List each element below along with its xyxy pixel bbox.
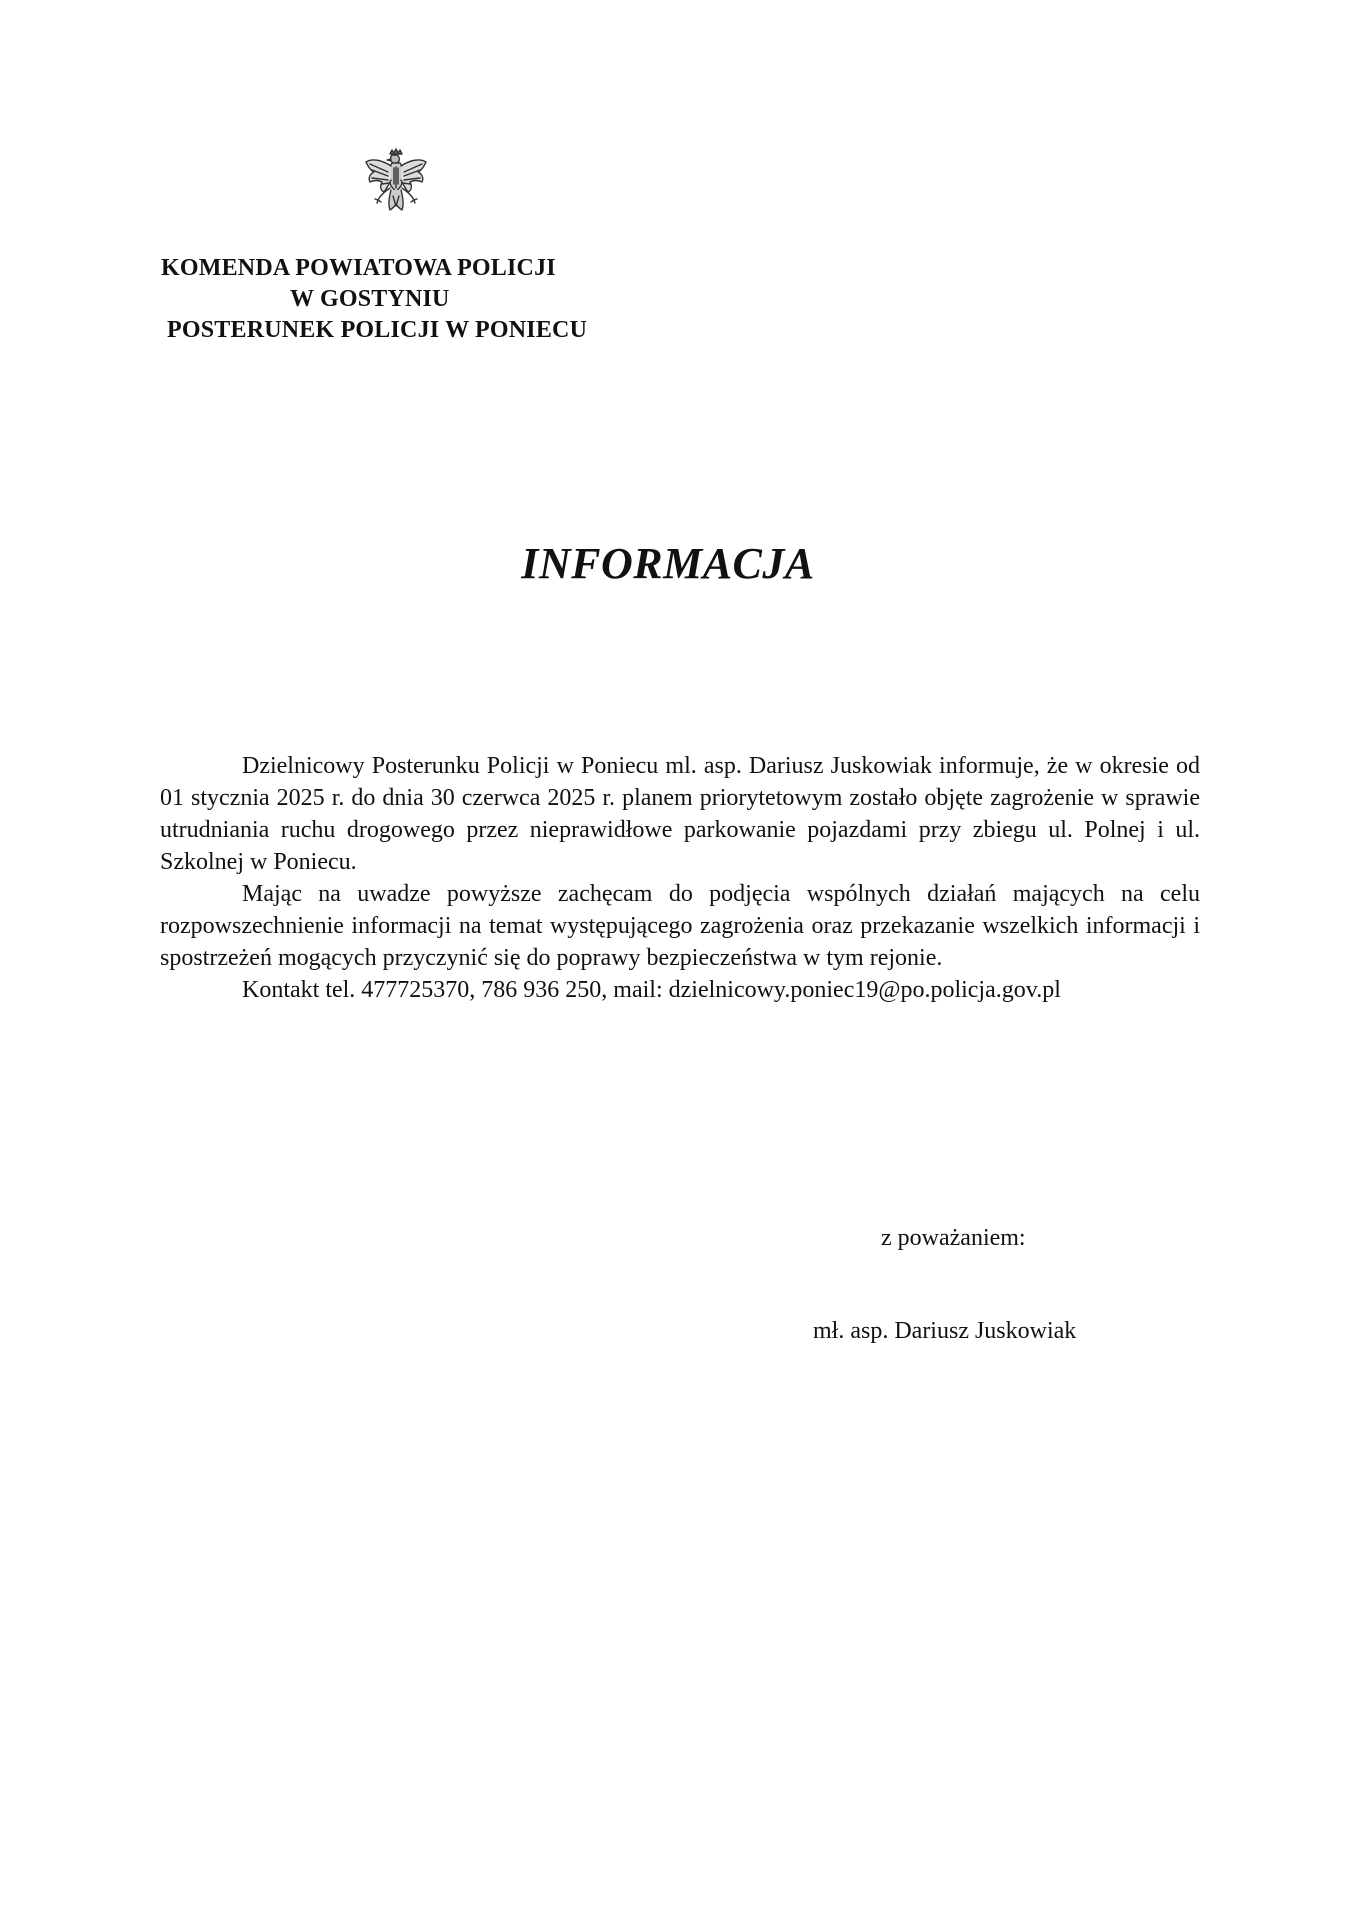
document-body <box>160 750 1200 1006</box>
body-paragraph-2: Mając na uwadze powyższe zachęcam do podjęcia wspólnych działań mających na celu rozpowszechnienie informacji na temat występującego zagrożenia oraz przekazanie wszelkich informacji i spostrzeżeń mogących przyczynić się do poprawy bezpieczeństwa w tym rejonie. <box>160 881 1200 971</box>
body-paragraph-1: Dzielnicowy Posterunku Policji w Poniecu ml. asp. Dariusz Juskowiak informuje, że w okresie od 01 stycznia 2025 r. do dnia 30 czerwca 2025 r. planem priorytetowym zostało objęte zagrożenie w sprawie utrudniania ruchu drogowego przez nieprawidłowe parkowanie pojazdami przy zbiegu ul. Polnej i ul. Szkolnej w Poniecu. <box>160 753 1200 875</box>
issuer-line-3: POSTERUNEK POLICJI W PONIECU <box>167 317 588 343</box>
document-title-text: INFORMACJA <box>521 539 815 588</box>
closing-phrase: z poważaniem: <box>881 1225 1026 1251</box>
signature-name: mł. asp. Dariusz Juskowiak <box>813 1318 1077 1344</box>
contact-line: Kontakt tel. 477725370, 786 936 250, mail: dzielnicowy.poniec19@po.policja.gov.pl <box>242 977 1061 1003</box>
issuer-line-1: KOMENDA POWIATOWA POLICJI <box>161 255 556 281</box>
polish-eagle-emblem-icon <box>362 148 430 222</box>
document-title <box>0 538 1362 589</box>
issuer-line-2: W GOSTYNIU <box>290 286 450 312</box>
